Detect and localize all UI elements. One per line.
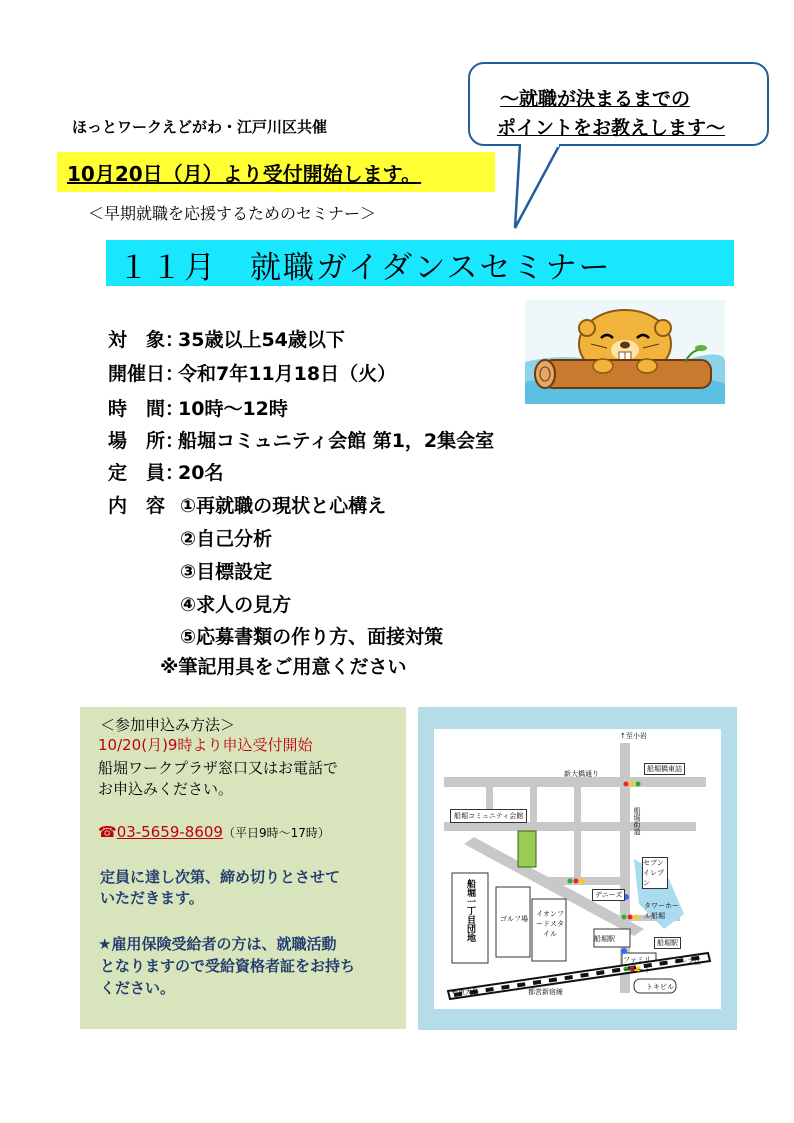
apply-heading: ＜参加申込み方法＞ <box>100 716 236 734</box>
phone-line <box>98 823 330 841</box>
capacity-value: 20名 <box>178 462 224 484</box>
apply-start: 10/20(月)9時より申込受付開始 <box>98 736 313 754</box>
page-title: １１月 就職ガイダンスセミナー <box>118 250 612 286</box>
content-item: ⑤応募書類の作り方、面接対策 <box>180 626 444 648</box>
bubble-line-2: ポイントをお教えします～ <box>497 117 726 139</box>
map-toei-line: 都営新宿線 <box>528 988 563 996</box>
map-danchi: 船堀一丁目団地 <box>465 879 475 942</box>
content-item: ④求人の見方 <box>180 594 292 616</box>
insurance-1: ★雇用保険受給者の方は、就職活動 <box>98 935 337 953</box>
content-label: 内 容 <box>108 495 166 517</box>
content-item: ②自己分析 <box>180 528 273 550</box>
target-row <box>108 325 345 352</box>
target-value: 35歳以上54歳以下 <box>178 329 345 351</box>
insurance-3: ください。 <box>100 979 176 997</box>
closing-2: いただきます。 <box>100 889 204 907</box>
insurance-2: となりますので受給資格者証をお持ち <box>100 957 356 975</box>
bubble-line-1: ～就職が決まるまでの <box>500 88 691 110</box>
map-funabori-police: 船堀橋東詰 <box>644 763 685 775</box>
date-label: 開催日： <box>108 363 185 385</box>
map <box>434 729 721 1009</box>
time-value: 10時～12時 <box>178 398 288 420</box>
phone-hours: （平日9時～17時） <box>222 826 330 840</box>
open-notice: 10月20日（月）より受付開始します。 <box>67 162 422 186</box>
map-ichinoe: →一之江 <box>674 958 701 966</box>
time-row <box>108 394 288 421</box>
place-row <box>108 426 494 453</box>
date-value: 令和7年11月18日（火） <box>178 363 397 385</box>
map-odai-st: 新大橋通り <box>564 770 599 778</box>
subtitle: ＜早期就職を応援するためのセミナー＞ <box>88 204 377 223</box>
apply-method-1: 船堀ワークプラザ窓口又はお電話で <box>98 759 339 777</box>
map-venue-label: 船堀コミュニティ会館 <box>450 809 527 823</box>
map-seven: セブンイレブン <box>642 857 668 889</box>
map-golf: ゴルフ場 <box>500 915 528 923</box>
phone-icon: ☎ <box>98 823 117 841</box>
closing-1: 定員に達し次第、締め切りとさせて <box>100 868 341 886</box>
map-funabori-kaido: 船堀街道 <box>633 807 641 835</box>
capacity-row <box>108 458 223 485</box>
map-dennys: デニーズ <box>592 889 625 901</box>
content-item: ①再就職の現状と心構え <box>180 495 387 517</box>
beaver-on-log-illustration <box>525 300 725 404</box>
target-label: 対 象： <box>108 329 185 351</box>
place-value: 船堀コミュニティ会館 第1，2集会室 <box>178 430 495 452</box>
phone-number[interactable]: 03-5659-8609 <box>116 823 223 841</box>
map-higashi-ojima: ←東大島 <box>452 988 479 996</box>
map-station: 船堀駅 <box>654 937 681 949</box>
date-row <box>108 359 396 386</box>
time-label: 時 間： <box>108 398 185 420</box>
place-label: 場 所： <box>108 430 185 452</box>
content-item: ③目標設定 <box>180 561 273 583</box>
apply-method-2: お申込みください。 <box>98 780 234 798</box>
map-tower-hall: タワーホール船堀 <box>644 902 679 920</box>
cohost-text: ほっとワークえどがわ・江戸川区共催 <box>72 118 328 136</box>
map-toki-building: トキビル <box>646 983 674 991</box>
map-family-mart: ファミリーマート <box>623 956 651 974</box>
capacity-label: 定 員： <box>108 462 185 484</box>
map-station-south: 船堀駅 <box>594 935 615 943</box>
map-north: ↑至小岩 <box>620 732 647 740</box>
bring-note: ※筆記用具をご用意ください <box>160 656 407 678</box>
map-aeon: イオンフードスタイル <box>536 910 564 938</box>
